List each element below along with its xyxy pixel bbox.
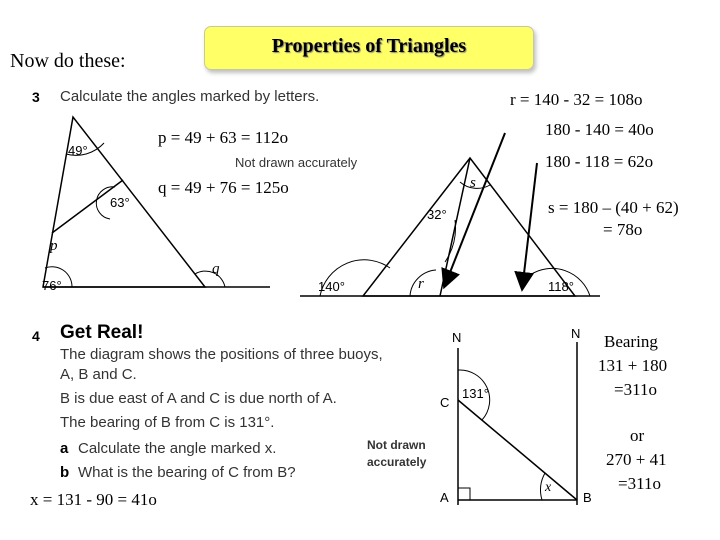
answer-x: x = 131 - 90 = 41o (30, 490, 157, 509)
q4-line-1: The diagram shows the positions of three buoys, (60, 346, 383, 363)
q3-number: 3 (32, 89, 40, 105)
q3-not-drawn: Not drawn accurately (235, 155, 358, 170)
bearing-line-4: or (630, 426, 645, 445)
q4-part-b: What is the bearing of C from B? (78, 464, 296, 481)
label-76: 76° (42, 278, 62, 293)
label-118: 118° (548, 279, 574, 294)
bearing-line-3: =311o (614, 380, 657, 399)
answer-s-result: = 78o (603, 220, 643, 239)
label-131: 131° (462, 386, 489, 401)
line-CB (458, 400, 577, 500)
right-angle-marker (458, 488, 470, 500)
q4-line-2: A, B and C. (60, 366, 137, 383)
label-49: 49° (68, 143, 88, 158)
bearing-line-6: =311o (618, 474, 661, 493)
intro-text: Now do these: (10, 50, 126, 72)
label-A: A (440, 490, 449, 505)
label-63: 63° (110, 195, 130, 210)
label-s: s (470, 175, 476, 191)
arrow-to-118 (523, 163, 537, 282)
answer-s: s = 180 – (40 + 62) (548, 198, 679, 217)
answer-r-step1: 180 - 140 = 40o (545, 120, 654, 139)
answer-q: q = 49 + 76 = 125o (158, 178, 289, 197)
q3-prompt: Calculate the angles marked by letters. (60, 88, 320, 105)
q4-line-3: B is due east of A and C is due north of A. (60, 390, 337, 407)
triangle-2-inner-line (440, 158, 470, 296)
page-title: Properties of Triangles (271, 35, 467, 57)
label-q: q (212, 261, 220, 277)
answer-r: r = 140 - 32 = 108o (510, 90, 643, 109)
answer-p: p = 49 + 63 = 112o (158, 128, 289, 147)
q4-part-a: Calculate the angle marked x. (78, 440, 277, 457)
answer-r-step2: 180 - 118 = 62o (545, 152, 654, 171)
q4-part-a-letter: a (60, 440, 69, 457)
bearing-line-5: 270 + 41 (606, 450, 667, 469)
q4-number: 4 (32, 328, 40, 344)
bearing-line-1: Bearing (604, 332, 658, 351)
label-32: 32° (427, 207, 447, 222)
label-B: B (583, 490, 592, 505)
q4-line-4: The bearing of B from C is 131°. (60, 414, 275, 431)
q4-heading: Get Real! (60, 322, 144, 343)
label-r: r (418, 276, 424, 292)
label-x: x (545, 480, 552, 495)
label-north-A: N (452, 330, 462, 345)
arc-32 (445, 220, 456, 262)
label-140: 140° (318, 279, 345, 294)
q4-part-b-letter: b (60, 464, 70, 481)
q4-not-drawn-2: accurately (367, 455, 427, 469)
label-p: p (50, 238, 58, 254)
triangle-2 (300, 158, 600, 296)
arrow-to-r (447, 133, 505, 280)
label-north-B: N (571, 326, 581, 341)
bearing-diagram (458, 342, 577, 505)
bearing-line-2: 131 + 180 (598, 356, 668, 375)
q4-not-drawn-1: Not drawn (367, 438, 426, 452)
label-C: C (440, 395, 450, 410)
triangle-2-outline (363, 158, 575, 296)
